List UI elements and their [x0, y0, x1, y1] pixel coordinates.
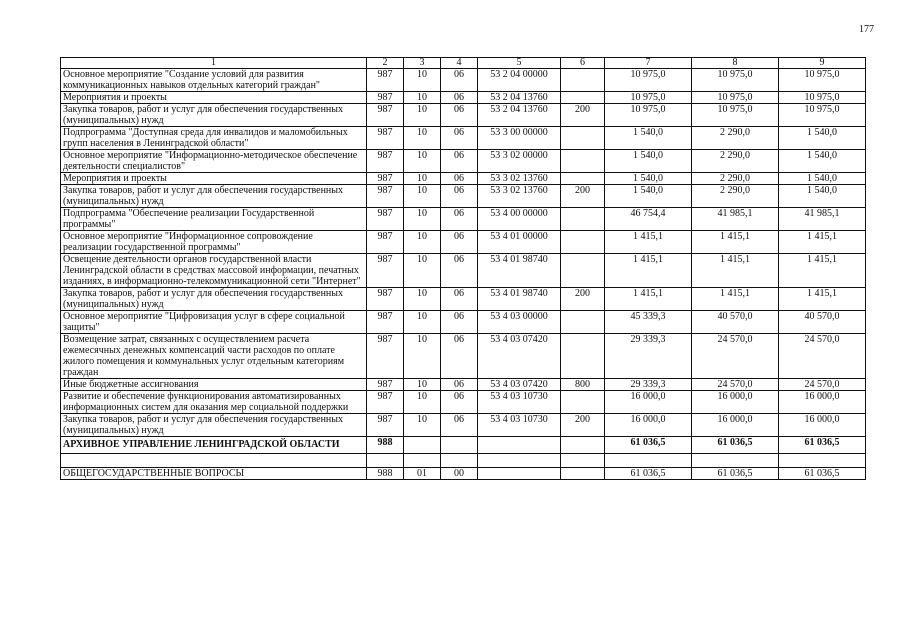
amount-year3-cell: 1 540,0: [779, 173, 866, 185]
row-name-cell: [61, 454, 367, 468]
expense-type-cell: [561, 173, 605, 185]
table-row: [61, 150, 866, 173]
target-article-cell: 53 4 01 98740: [478, 254, 561, 288]
row-name-cell: Иные бюджетные ассигнования: [61, 379, 367, 391]
subsection-cell: 06: [441, 92, 478, 104]
target-article-cell: [478, 454, 561, 468]
section-cell: 10: [404, 185, 441, 208]
subsection-cell: 06: [441, 288, 478, 311]
row-name-cell: Возмещение затрат, связанных с осуществлением расчета ежемесячных денежных компенсаций части расходов по оплате жилого помещения и коммунальных услуг отдельным категориям граждан: [61, 334, 367, 379]
table-row: [61, 288, 866, 311]
target-article-cell: 53 4 01 00000: [478, 231, 561, 254]
section-cell: 10: [404, 334, 441, 379]
header-cell: 1: [61, 58, 367, 69]
amount-year3-cell: 16 000,0: [779, 414, 866, 437]
section-cell: 10: [404, 254, 441, 288]
subsection-cell: 06: [441, 185, 478, 208]
target-article-cell: 53 2 04 13760: [478, 92, 561, 104]
header-cell: 3: [404, 58, 441, 69]
page-number: 177: [859, 24, 874, 35]
subsection-cell: 00: [441, 468, 478, 480]
subsection-cell: 06: [441, 391, 478, 414]
subsection-cell: 06: [441, 173, 478, 185]
table-row: [61, 414, 866, 437]
section-cell: 10: [404, 92, 441, 104]
target-article-cell: 53 2 04 00000: [478, 69, 561, 92]
subsection-cell: [441, 437, 478, 454]
amount-year1-cell: 10 975,0: [605, 92, 692, 104]
expense-type-cell: 200: [561, 185, 605, 208]
expense-type-cell: [561, 437, 605, 454]
amount-year2-cell: 10 975,0: [692, 104, 779, 127]
expense-type-cell: [561, 254, 605, 288]
expense-type-cell: [561, 391, 605, 414]
amount-year2-cell: 61 036,5: [692, 468, 779, 480]
admin-code-cell: [367, 454, 404, 468]
amount-year3-cell: 61 036,5: [779, 468, 866, 480]
target-article-cell: 53 4 03 07420: [478, 334, 561, 379]
expense-type-cell: [561, 311, 605, 334]
amount-year1-cell: 1 540,0: [605, 150, 692, 173]
section-cell: [404, 437, 441, 454]
amount-year1-cell: [605, 454, 692, 468]
budget-table: [60, 57, 866, 480]
subsection-cell: [441, 454, 478, 468]
admin-code-cell: 987: [367, 69, 404, 92]
amount-year2-cell: 1 415,1: [692, 231, 779, 254]
amount-year3-cell: 10 975,0: [779, 69, 866, 92]
table-row: [61, 185, 866, 208]
amount-year2-cell: 16 000,0: [692, 391, 779, 414]
admin-code-cell: 987: [367, 379, 404, 391]
row-name-cell: Подпрограмма "Доступная среда для инвалидов и маломобильных групп населения в Ленинградской области": [61, 127, 367, 150]
expense-type-cell: 200: [561, 288, 605, 311]
admin-code-cell: 987: [367, 414, 404, 437]
row-name-cell: Мероприятия и проекты: [61, 92, 367, 104]
amount-year3-cell: 16 000,0: [779, 391, 866, 414]
target-article-cell: 53 3 00 00000: [478, 127, 561, 150]
expense-type-cell: [561, 334, 605, 379]
section-cell: 10: [404, 391, 441, 414]
table-row: [61, 437, 866, 454]
amount-year3-cell: 40 570,0: [779, 311, 866, 334]
admin-code-cell: 988: [367, 437, 404, 454]
row-name-cell: ОБЩЕГОСУДАРСТВЕННЫЕ ВОПРОСЫ: [61, 468, 367, 480]
amount-year2-cell: 1 415,1: [692, 288, 779, 311]
admin-code-cell: 987: [367, 391, 404, 414]
amount-year1-cell: 16 000,0: [605, 391, 692, 414]
expense-type-cell: 200: [561, 414, 605, 437]
target-article-cell: 53 3 02 00000: [478, 150, 561, 173]
target-article-cell: [478, 437, 561, 454]
amount-year3-cell: 10 975,0: [779, 92, 866, 104]
amount-year1-cell: 45 339,3: [605, 311, 692, 334]
section-cell: 10: [404, 150, 441, 173]
amount-year3-cell: 1 540,0: [779, 185, 866, 208]
amount-year1-cell: 29 339,3: [605, 379, 692, 391]
header-cell: 7: [605, 58, 692, 69]
row-name-cell: Основное мероприятие "Цифровизация услуг в сфере социальной защиты": [61, 311, 367, 334]
amount-year1-cell: 1 540,0: [605, 185, 692, 208]
table-row: [61, 311, 866, 334]
admin-code-cell: 987: [367, 208, 404, 231]
amount-year2-cell: [692, 454, 779, 468]
subsection-cell: 06: [441, 254, 478, 288]
table-row: [61, 127, 866, 150]
admin-code-cell: 987: [367, 127, 404, 150]
amount-year3-cell: 24 570,0: [779, 379, 866, 391]
amount-year3-cell: 41 985,1: [779, 208, 866, 231]
target-article-cell: 53 4 03 10730: [478, 391, 561, 414]
row-name-cell: Закупка товаров, работ и услуг для обеспечения государственных (муниципальных) нужд: [61, 414, 367, 437]
subsection-cell: 06: [441, 379, 478, 391]
target-article-cell: 53 4 00 00000: [478, 208, 561, 231]
header-cell: 8: [692, 58, 779, 69]
admin-code-cell: 987: [367, 288, 404, 311]
table-row: [61, 454, 866, 468]
target-article-cell: 53 4 03 10730: [478, 414, 561, 437]
admin-code-cell: 987: [367, 173, 404, 185]
amount-year2-cell: 1 415,1: [692, 254, 779, 288]
section-cell: 10: [404, 104, 441, 127]
amount-year1-cell: 10 975,0: [605, 104, 692, 127]
amount-year2-cell: 2 290,0: [692, 173, 779, 185]
expense-type-cell: 200: [561, 104, 605, 127]
amount-year2-cell: 10 975,0: [692, 92, 779, 104]
table-row: [61, 254, 866, 288]
amount-year3-cell: 1 415,1: [779, 288, 866, 311]
header-cell: 5: [478, 58, 561, 69]
amount-year3-cell: 1 415,1: [779, 231, 866, 254]
table-row: [61, 391, 866, 414]
table-row: [61, 334, 866, 379]
amount-year2-cell: 10 975,0: [692, 69, 779, 92]
expense-type-cell: [561, 454, 605, 468]
table-row: [61, 208, 866, 231]
subsection-cell: 06: [441, 208, 478, 231]
amount-year1-cell: 1 415,1: [605, 231, 692, 254]
amount-year3-cell: [779, 454, 866, 468]
header-cell: 6: [561, 58, 605, 69]
table-row: [61, 104, 866, 127]
table-row: [61, 69, 866, 92]
expense-type-cell: [561, 468, 605, 480]
admin-code-cell: 987: [367, 311, 404, 334]
section-cell: 10: [404, 288, 441, 311]
target-article-cell: 53 3 02 13760: [478, 185, 561, 208]
table-row: [61, 379, 866, 391]
amount-year2-cell: 61 036,5: [692, 437, 779, 454]
subsection-cell: 06: [441, 69, 478, 92]
row-name-cell: Основное мероприятие "Создание условий для развития коммуникационных навыков отдельных категорий граждан": [61, 69, 367, 92]
subsection-cell: 06: [441, 150, 478, 173]
target-article-cell: 53 3 02 13760: [478, 173, 561, 185]
table-row: [61, 173, 866, 185]
amount-year1-cell: 61 036,5: [605, 437, 692, 454]
row-name-cell: Закупка товаров, работ и услуг для обеспечения государственных (муниципальных) нужд: [61, 185, 367, 208]
amount-year1-cell: 16 000,0: [605, 414, 692, 437]
expense-type-cell: [561, 208, 605, 231]
target-article-cell: 53 2 04 13760: [478, 104, 561, 127]
section-cell: 01: [404, 468, 441, 480]
row-name-cell: Развитие и обеспечение функционирования автоматизированных информационных систем для оказания мер социальной поддержки: [61, 391, 367, 414]
row-name-cell: АРХИВНОЕ УПРАВЛЕНИЕ ЛЕНИНГРАДСКОЙ ОБЛАСТИ: [61, 437, 367, 454]
amount-year3-cell: 61 036,5: [779, 437, 866, 454]
target-article-cell: [478, 468, 561, 480]
amount-year1-cell: 1 540,0: [605, 127, 692, 150]
amount-year1-cell: 1 415,1: [605, 254, 692, 288]
section-cell: 10: [404, 414, 441, 437]
expense-type-cell: [561, 150, 605, 173]
row-name-cell: Освещение деятельности органов государственной власти Ленинградской области в средствах массовой информации, печатных изданиях, в информационно-телекоммуникационной сети "Интернет": [61, 254, 367, 288]
amount-year2-cell: 2 290,0: [692, 185, 779, 208]
amount-year1-cell: 46 754,4: [605, 208, 692, 231]
table-row: [61, 468, 866, 480]
amount-year1-cell: 1 540,0: [605, 173, 692, 185]
header-cell: 9: [779, 58, 866, 69]
target-article-cell: 53 4 03 07420: [478, 379, 561, 391]
row-name-cell: Закупка товаров, работ и услуг для обеспечения государственных (муниципальных) нужд: [61, 288, 367, 311]
row-name-cell: Основное мероприятие "Информационно-методическое обеспечение деятельности специалистов": [61, 150, 367, 173]
admin-code-cell: 987: [367, 231, 404, 254]
amount-year3-cell: 24 570,0: [779, 334, 866, 379]
row-name-cell: Закупка товаров, работ и услуг для обеспечения государственных (муниципальных) нужд: [61, 104, 367, 127]
amount-year3-cell: 1 415,1: [779, 254, 866, 288]
table-row: [61, 231, 866, 254]
section-cell: [404, 454, 441, 468]
amount-year2-cell: 24 570,0: [692, 334, 779, 379]
admin-code-cell: 987: [367, 254, 404, 288]
section-cell: 10: [404, 173, 441, 185]
amount-year3-cell: 1 540,0: [779, 127, 866, 150]
amount-year2-cell: 24 570,0: [692, 379, 779, 391]
amount-year1-cell: 61 036,5: [605, 468, 692, 480]
subsection-cell: 06: [441, 414, 478, 437]
amount-year2-cell: 41 985,1: [692, 208, 779, 231]
subsection-cell: 06: [441, 231, 478, 254]
amount-year2-cell: 16 000,0: [692, 414, 779, 437]
admin-code-cell: 987: [367, 185, 404, 208]
subsection-cell: 06: [441, 104, 478, 127]
section-cell: 10: [404, 311, 441, 334]
column-number-header: [61, 58, 866, 69]
admin-code-cell: 987: [367, 92, 404, 104]
section-cell: 10: [404, 127, 441, 150]
target-article-cell: 53 4 03 00000: [478, 311, 561, 334]
table-row: [61, 92, 866, 104]
expense-type-cell: [561, 69, 605, 92]
amount-year3-cell: 10 975,0: [779, 104, 866, 127]
expense-type-cell: [561, 92, 605, 104]
subsection-cell: 06: [441, 127, 478, 150]
section-cell: 10: [404, 208, 441, 231]
amount-year1-cell: 10 975,0: [605, 69, 692, 92]
section-cell: 10: [404, 231, 441, 254]
subsection-cell: 06: [441, 334, 478, 379]
row-name-cell: Мероприятия и проекты: [61, 173, 367, 185]
amount-year2-cell: 40 570,0: [692, 311, 779, 334]
target-article-cell: 53 4 01 98740: [478, 288, 561, 311]
admin-code-cell: 987: [367, 334, 404, 379]
section-cell: 10: [404, 69, 441, 92]
section-cell: 10: [404, 379, 441, 391]
expense-type-cell: [561, 231, 605, 254]
admin-code-cell: 987: [367, 104, 404, 127]
subsection-cell: 06: [441, 311, 478, 334]
admin-code-cell: 988: [367, 468, 404, 480]
row-name-cell: Подпрограмма "Обеспечение реализации Государственной программы": [61, 208, 367, 231]
header-cell: 4: [441, 58, 478, 69]
row-name-cell: Основное мероприятие "Информационное сопровождение реализации государственной программы": [61, 231, 367, 254]
amount-year2-cell: 2 290,0: [692, 150, 779, 173]
expense-type-cell: [561, 127, 605, 150]
amount-year1-cell: 1 415,1: [605, 288, 692, 311]
amount-year2-cell: 2 290,0: [692, 127, 779, 150]
amount-year3-cell: 1 540,0: [779, 150, 866, 173]
header-cell: 2: [367, 58, 404, 69]
admin-code-cell: 987: [367, 150, 404, 173]
amount-year1-cell: 29 339,3: [605, 334, 692, 379]
expense-type-cell: 800: [561, 379, 605, 391]
